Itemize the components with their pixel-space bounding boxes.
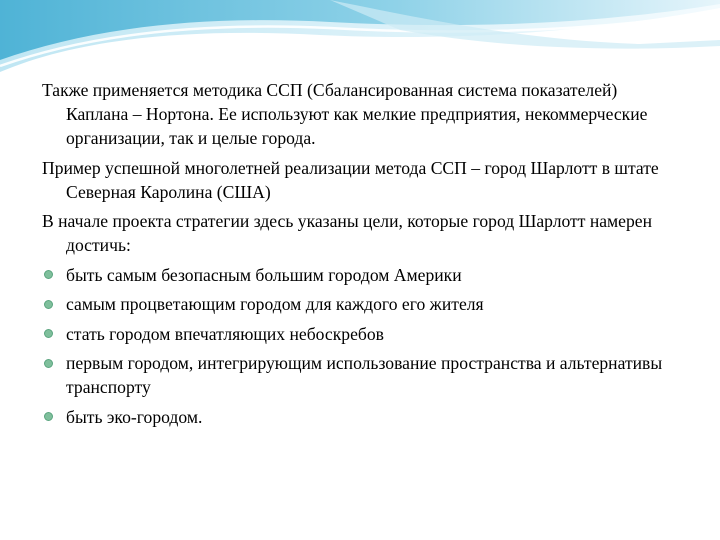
list-item: [42, 263, 682, 287]
list-item-text: стать городом впечатляющих небоскребов: [66, 323, 384, 344]
list-item: [42, 351, 682, 399]
list-item-text: самым процветающим городом для каждого его жителя: [66, 294, 484, 314]
list-item: [42, 405, 682, 429]
list-item-text: быть самым безопасным большим городом Америки: [66, 264, 462, 285]
list-item-text: первым городом, интегрирующим использование пространства и альтернативы транспорту: [66, 353, 663, 397]
list-item: [42, 292, 682, 316]
bullet-icon: [44, 412, 53, 421]
bullet-icon: [44, 329, 53, 338]
slide-body: [42, 78, 682, 434]
bullet-icon: [44, 300, 53, 309]
paragraph-intro: Также применяется методика ССП (Сбалансированная система показателей) Каплана – Нортона. Ее используют как мелкие предприятия, некоммерческие организации, так и целые города.: [42, 80, 648, 148]
bullet-icon: [44, 359, 53, 368]
paragraph-example: Пример успешной многолетней реализации метода ССП – город Шарлотт в штате Северная Каролина (США): [42, 157, 659, 202]
bullet-icon: [44, 270, 53, 279]
paragraph-goals-intro: В начале проекта стратегии здесь указаны цели, которые город Шарлотт намерен достичь:: [42, 211, 653, 255]
list-item: [42, 322, 682, 346]
goals-list: [42, 263, 682, 429]
list-item-text: быть эко-городом.: [66, 406, 203, 427]
